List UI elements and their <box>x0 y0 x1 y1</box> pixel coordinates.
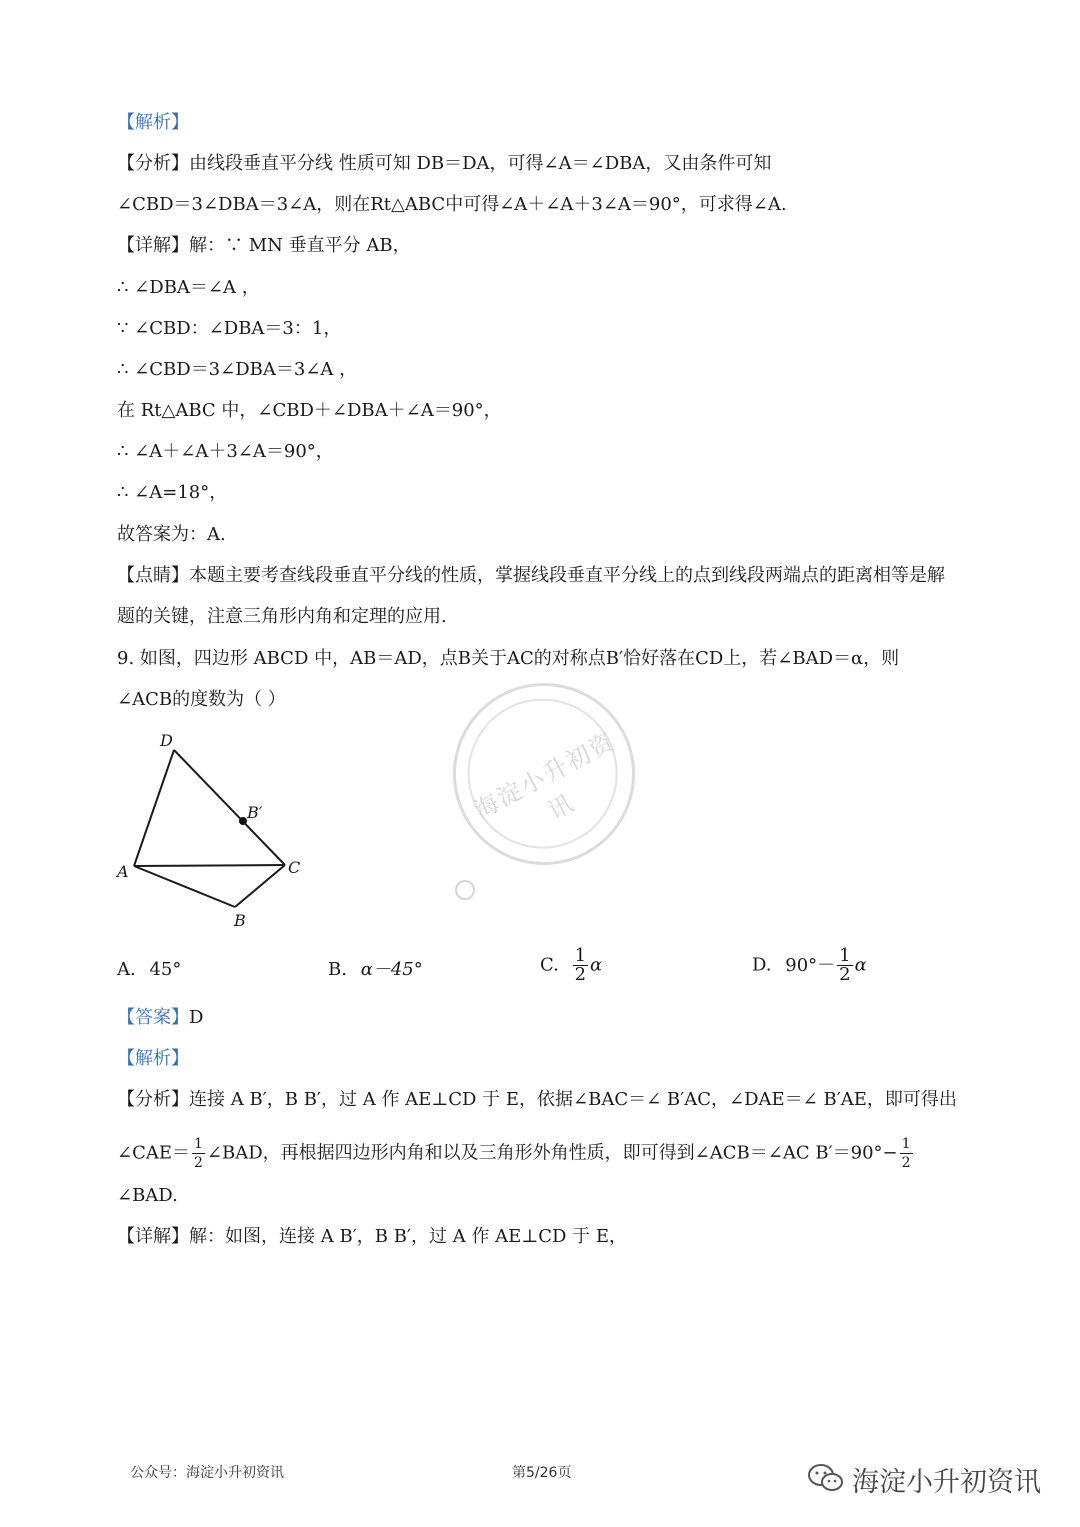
option-d-fraction <box>837 947 852 984</box>
option-d-head: 90°－ <box>785 954 836 976</box>
tip-line-2: 题的关键，注意三角形内角和定理的应用. <box>117 606 447 627</box>
option-a-label: A. <box>117 959 136 980</box>
answer-row <box>117 1006 203 1030</box>
tip-line-1: 【点睛】本题主要考查线段垂直平分线的性质，掌握线段垂直平分线上的点到线段两端点的距离相等是解 <box>117 565 945 586</box>
watermark-dot <box>455 880 475 900</box>
option-c-tail: α <box>590 954 603 976</box>
footer-page-number: 第5/26页 <box>512 1465 572 1481</box>
detail-line-5: 在 Rt△ABC 中，∠CBD＋∠DBA＋∠A＝90°， <box>117 400 502 421</box>
option-b-label: B. <box>328 959 347 980</box>
option-c-fraction <box>573 947 588 984</box>
detail-line-6: ∴ ∠A＋∠A＋3∠A＝90°， <box>117 441 334 462</box>
wechat-icon <box>806 1462 846 1494</box>
label-b-prime: B′ <box>247 803 263 822</box>
option-d <box>752 947 867 984</box>
quadrilateral-figure <box>110 725 310 935</box>
option-b <box>328 958 423 982</box>
edge-da <box>134 750 174 866</box>
analysis-line-2: ∠CBD＝3∠DBA＝3∠A，则在Rt△ABC中可得∠A＋∠A＋3∠A＝90°，可求得∠A. <box>117 194 787 215</box>
analysis2-line-2 <box>117 1135 915 1172</box>
section-header-analysis: 【解析】 <box>117 112 189 133</box>
option-b-text: α－45° <box>360 959 423 980</box>
option-d-tail: α <box>854 954 867 976</box>
detail-line-2: ∴ ∠DBA＝∠A ， <box>117 277 260 298</box>
detail-line-1: 【详解】解：∵ MN 垂直平分 AB， <box>117 235 411 256</box>
answer-value: D <box>189 1007 204 1028</box>
question-line-2: ∠ACB的度数为（ ） <box>117 689 286 710</box>
label-a: A <box>117 862 129 881</box>
edge-ab <box>134 866 235 907</box>
label-d: D <box>160 731 173 750</box>
footer-account: 公众号：海淀小升初资讯 <box>130 1465 284 1481</box>
section-header-analysis-2: 【解析】 <box>117 1048 189 1069</box>
option-a <box>117 958 181 982</box>
question-line-1: 9. 如图，四边形 ABCD 中，AB＝AD，点B关于AC的对称点B′恰好落在CD上，若∠BAD＝α，则 <box>117 648 900 669</box>
option-c <box>540 947 602 984</box>
edge-ac <box>134 865 285 866</box>
option-d-label: D. <box>752 954 772 976</box>
point-b-prime <box>239 817 247 825</box>
analysis2-line-1: 【分析】连接 A B′，B B′，过 A 作 AE⊥CD 于 E，依据∠BAC＝∠ B′AC，∠DAE＝∠ B′AE，即可得出 <box>117 1089 957 1110</box>
option-c-label: C. <box>540 954 559 976</box>
stamp-text: 海淀小升初资讯 <box>469 726 621 826</box>
option-d-den: 2 <box>839 964 851 985</box>
option-c-den: 2 <box>574 964 587 985</box>
analysis2-fraction-2 <box>900 1135 913 1172</box>
edge-dc <box>174 750 285 865</box>
analysis2-fraction-1-den: 2 <box>194 1155 203 1171</box>
option-c-num: 1 <box>574 945 587 966</box>
detail-line-7: ∴ ∠A=18°， <box>117 482 228 503</box>
stamp-watermark <box>421 651 667 897</box>
analysis2-fraction-2-num: 1 <box>901 1136 911 1152</box>
detail2-line-1: 【详解】解：如图，连接 A B′，B B′，过 A 作 AE⊥CD 于 E， <box>117 1226 628 1247</box>
analysis2-fraction-1-num: 1 <box>194 1136 203 1152</box>
detail-line-3: ∵ ∠CBD：∠DBA＝3：1， <box>117 318 342 339</box>
footer-watermark: 海淀小升初资讯 <box>852 1467 1041 1498</box>
analysis2-line-3: ∠BAD. <box>117 1185 178 1206</box>
answer-line: 故答案为：A. <box>117 524 226 545</box>
detail-line-4: ∴ ∠CBD＝3∠DBA＝3∠A ， <box>117 359 358 380</box>
analysis2-fraction-2-den: 2 <box>901 1155 911 1171</box>
label-b: B <box>234 911 246 930</box>
option-d-num: 1 <box>839 945 851 966</box>
analysis-line-1: 【分析】由线段垂直平分线 性质可知 DB＝DA，可得∠A＝∠DBA，又由条件可知 <box>117 153 772 174</box>
analysis2-line-2-mid: ∠BAD，再根据四边形内角和以及三角形外角性质，即可得到∠ACB＝∠AC B′＝90°− <box>206 1142 898 1164</box>
analysis2-line-2-head: ∠CAE＝ <box>117 1142 190 1164</box>
option-a-text: 45° <box>149 959 182 980</box>
analysis2-fraction-1 <box>192 1135 205 1172</box>
answer-label: 【答案】 <box>117 1007 189 1028</box>
label-c: C <box>288 858 301 877</box>
edge-bc <box>235 865 285 907</box>
